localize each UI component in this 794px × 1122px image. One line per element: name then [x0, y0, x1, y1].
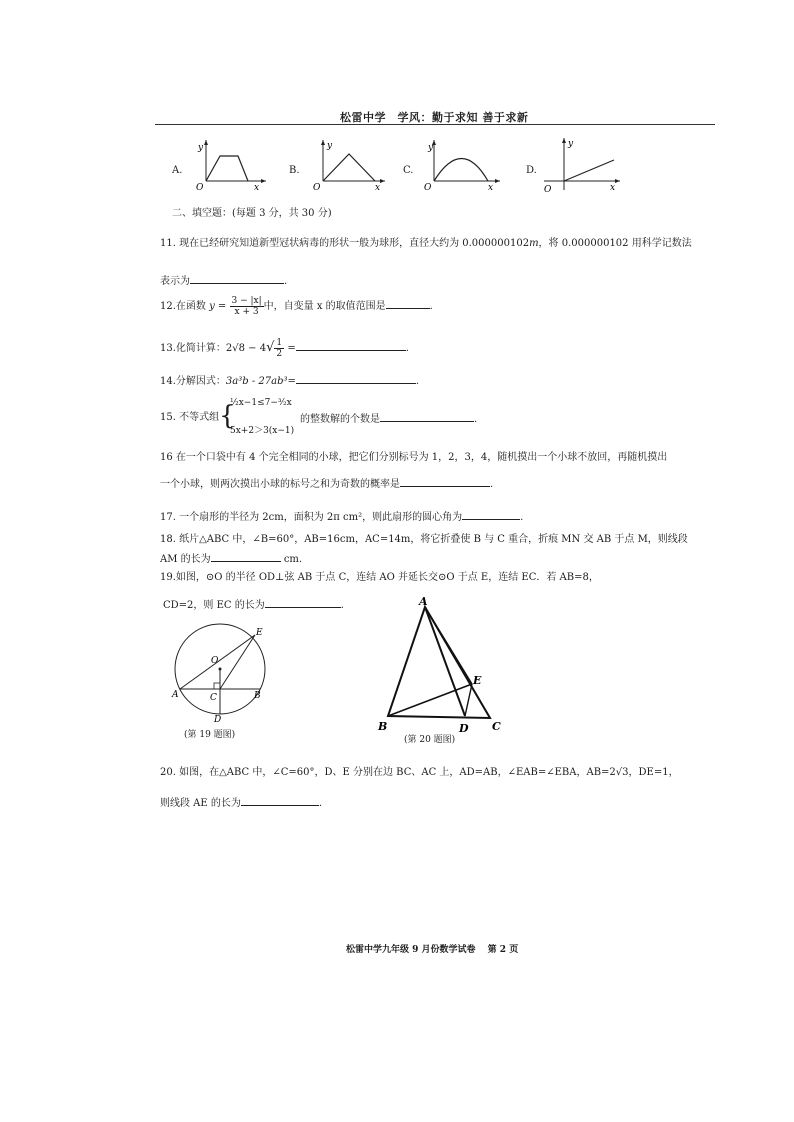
option-b-label: B. — [289, 165, 300, 176]
question-14: 14.分解因式：3a³b - 27ab³= . — [160, 373, 419, 389]
q11-unit: m — [529, 238, 539, 249]
question-18-line2 — [160, 551, 302, 567]
q11-text-c: 表示为 — [160, 276, 190, 287]
fig20-label-b: B — [378, 720, 388, 733]
fig19-label-b: B — [254, 691, 261, 701]
q13-denominator: 2 — [276, 349, 283, 359]
section-title: 二、填空题：(每题 3 分，共 30 分) — [172, 208, 332, 219]
b-y-label: y — [327, 141, 333, 151]
page-footer: 松雷中学九年级 9 月份数学试卷 第 2 页 — [346, 945, 519, 955]
q12-numerator: 3 − |x| — [231, 296, 262, 306]
d-origin-label: O — [544, 185, 552, 195]
q16-answer-blank[interactable] — [400, 476, 490, 487]
q12-answer-blank[interactable] — [386, 298, 430, 309]
q12-eq: = — [214, 301, 230, 312]
question-20-line2: 则线段 AE 的长为 . — [160, 795, 322, 811]
d-y-label: y — [568, 139, 574, 149]
q18-answer-blank[interactable] — [211, 551, 281, 562]
q14-prefix: 14.分解因式： — [160, 376, 226, 387]
fig20-label-e: E — [473, 674, 482, 687]
q12-y: y — [209, 301, 215, 312]
option-d-graph — [540, 134, 624, 196]
c-x-label: x — [488, 183, 494, 193]
q11-text-a: 11. 现在已经研究知道新型冠状病毒的形状一般为球形，直径大约为 0.000000102 — [160, 238, 530, 249]
q20-answer-blank[interactable] — [241, 795, 319, 806]
q19-answer-blank[interactable] — [265, 597, 341, 608]
fig20-label-d: D — [459, 722, 469, 735]
question-17: 17. 一个扇形的半径为 2cm，面积为 2π cm²，则此扇形的圆心角为 . — [160, 509, 523, 525]
fig19-label-c: C — [210, 693, 217, 703]
figure-20-caption: (第 20 题图) — [404, 735, 456, 745]
q18-text-a: AM 的长为 — [160, 554, 211, 565]
q18-text-b: cm. — [280, 554, 303, 565]
q19-text: CD=2，则 EC 的长为 — [163, 600, 265, 611]
question-16-line1: 16 在一个口袋中有 4 个完全相同的小球，把它们分别标号为 1，2，3，4，随机摸出一个小球不放回，再随机摸出 — [160, 452, 668, 463]
header-rule — [155, 124, 715, 125]
q13-prefix: 13.化简计算： — [160, 343, 226, 354]
c-origin-label: O — [424, 183, 432, 193]
b-x-label: x — [375, 183, 381, 193]
a-y-label: y — [198, 143, 204, 153]
c-y-label: y — [428, 143, 434, 153]
q13-numerator: 1 — [276, 338, 283, 348]
question-18-line1: 18. 纸片△ABC 中，∠B=60°，AB=16cm，AC=14m，将它折叠使 B 与 C 重合，折痕 MN 交 AB 于点 M，则线段 — [160, 534, 688, 545]
fig20-label-a: A — [419, 595, 428, 608]
q12-prefix: 12.在函数 — [160, 301, 206, 312]
q15-answer-blank[interactable] — [380, 411, 474, 422]
question-13: 13.化简计算：2√8 − 4√ $\frac{1}{2}$ = . — [160, 338, 409, 359]
q11-text-b: ，将 0.000000102 用科学记数法 — [538, 238, 692, 249]
question-20-line1: 20. 如图，在△ABC 中，∠C=60°，D、E 分别在边 BC、AC 上，AD=AB，∠EAB=∠EBA，AB=2√3，DE=1， — [160, 767, 679, 778]
question-19-line1: 19.如图，⊙O 的半径 OD⊥弦 AB 于点 C，连结 AO 并延长交⊙O 于点 E，连结 EC．若 AB=8， — [160, 572, 599, 583]
q13-fraction — [274, 338, 284, 359]
q15-brace: { — [219, 401, 236, 431]
question-15-prefix: 15. 不等式组 — [160, 412, 220, 423]
q15-inequality-2: 5x+2＞3(x−1) — [230, 426, 295, 436]
q13-eq: = — [284, 343, 296, 354]
b-origin-label: O — [313, 183, 321, 193]
option-d-label: D. — [526, 165, 537, 176]
q12-fraction — [230, 296, 264, 317]
question-15-suffix: 的整数解的个数是 . — [300, 411, 477, 427]
q13-expr: 2√8 − 4 — [225, 343, 267, 354]
option-c-label: C. — [403, 165, 414, 176]
q15-suffix: 的整数解的个数是 — [300, 414, 380, 425]
question-19-line2: CD=2，则 EC 的长为 . — [163, 597, 344, 613]
option-a-graph — [190, 136, 270, 196]
figure-19 — [168, 622, 272, 726]
option-c-graph — [420, 136, 502, 196]
q11-answer-blank[interactable] — [190, 273, 284, 284]
question-16-line2: 一个小球，则两次摸出小球的标号之和为奇数的概率是 . — [160, 476, 493, 492]
q17-answer-blank[interactable] — [462, 509, 520, 520]
q14-expr: 3a³b - 27ab³= — [225, 376, 296, 387]
fig19-label-o: O — [211, 656, 219, 666]
q17-text: 17. 一个扇形的半径为 2cm，面积为 2π cm²，则此扇形的圆心角为 — [160, 512, 463, 523]
q14-answer-blank[interactable] — [296, 373, 416, 384]
a-x-label: x — [254, 183, 260, 193]
option-b-graph — [305, 136, 387, 196]
question-12: 12.在函数 y = $\frac{3 - |x|}{x + 3}$ 中，自变量 x 的取值范围是 . — [160, 296, 433, 317]
page-header-title: 松雷中学 学风：勤于求知 善于求新 — [340, 111, 529, 124]
q16-text: 一个小球，则两次摸出小球的标号之和为奇数的概率是 — [160, 479, 400, 490]
q12-denominator: x + 3 — [234, 307, 259, 317]
fig19-label-e: E — [256, 628, 263, 638]
q15-inequality-1: ½x−1≤7−³⁄₂x — [230, 398, 292, 408]
figure-19-caption: (第 19 题图) — [184, 730, 236, 740]
fig19-label-d: D — [214, 715, 222, 725]
fig19-label-a: A — [172, 690, 179, 700]
q12-suffix: 中，自变量 x 的取值范围是 — [263, 301, 386, 312]
q20-text: 则线段 AE 的长为 — [160, 798, 241, 809]
option-a-label: A. — [172, 165, 183, 176]
a-origin-label: O — [196, 183, 204, 193]
figure-20 — [374, 592, 510, 738]
fig20-label-c: C — [492, 720, 501, 733]
question-11-line1 — [160, 237, 692, 251]
q13-answer-blank[interactable] — [296, 340, 406, 351]
d-x-label: x — [610, 183, 616, 193]
question-11-line2: 表示为 . — [160, 273, 287, 289]
